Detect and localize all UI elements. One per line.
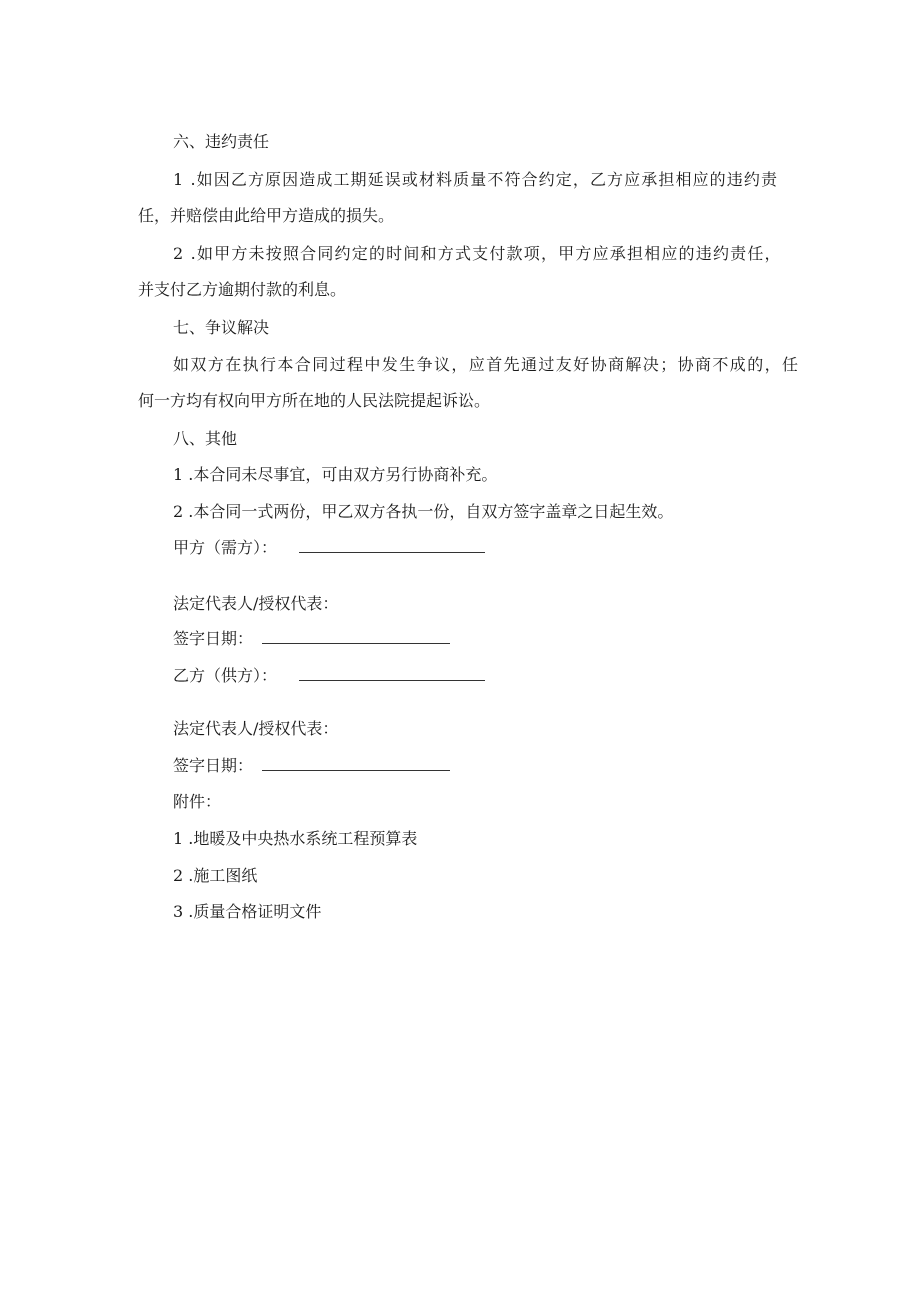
- breach-clause-2-line-2: 并支付乙方逾期付款的利息。: [138, 280, 347, 299]
- breach-clause-1-line-2: 任，并赔偿由此给甲方造成的损失。: [138, 206, 395, 225]
- party-a-rep-label: 法定代表人/授权代表：: [173, 594, 339, 613]
- party-a-row: [173, 538, 277, 558]
- party-a-label: 甲方（需方）：: [173, 538, 278, 557]
- other-clause-1: 1 .本合同未尽事宜，可由双方另行协商补充。: [173, 465, 498, 484]
- party-b-rep-label: 法定代表人/授权代表：: [173, 719, 339, 738]
- attachment-item: 3 .质量合格证明文件: [173, 902, 322, 921]
- breach-clause-1-line-1: 1 .如因乙方原因造成工期延误或材料质量不符合约定，乙方应承担相应的违约责: [173, 170, 779, 189]
- party-b-signature-line[interactable]: [299, 680, 485, 681]
- breach-clause-2-line-1: 2 .如甲方未按照合同约定的时间和方式支付款项，甲方应承担相应的违约责任，: [173, 244, 782, 263]
- attachment-item: 2 .施工图纸: [173, 866, 258, 885]
- party-b-date-line[interactable]: [262, 770, 450, 771]
- attachment-item: 1 .地暖及中央热水系统工程预算表: [173, 829, 418, 848]
- other-clause-2: 2 .本合同一式两份，甲乙双方各执一份，自双方签字盖章之日起生效。: [173, 502, 674, 521]
- section-heading-breach: 六、违约责任: [173, 132, 270, 151]
- party-b-label: 乙方（供方）：: [173, 666, 278, 685]
- dispute-paragraph-line-1: 如双方在执行本合同过程中发生争议，应首先通过友好协商解决；协商不成的，任: [173, 355, 800, 374]
- party-a-signature-line[interactable]: [299, 552, 485, 553]
- party-a-date-line[interactable]: [262, 643, 450, 644]
- attachments-heading: 附件：: [173, 792, 222, 811]
- party-a-date-label: 签字日期：: [173, 629, 254, 648]
- section-heading-other: 八、其他: [173, 429, 238, 448]
- party-b-date-label: 签字日期：: [173, 756, 254, 775]
- dispute-paragraph-line-2: 何一方均有权向甲方所在地的人民法院提起诉讼。: [138, 391, 491, 410]
- section-heading-dispute: 七、争议解决: [173, 318, 270, 337]
